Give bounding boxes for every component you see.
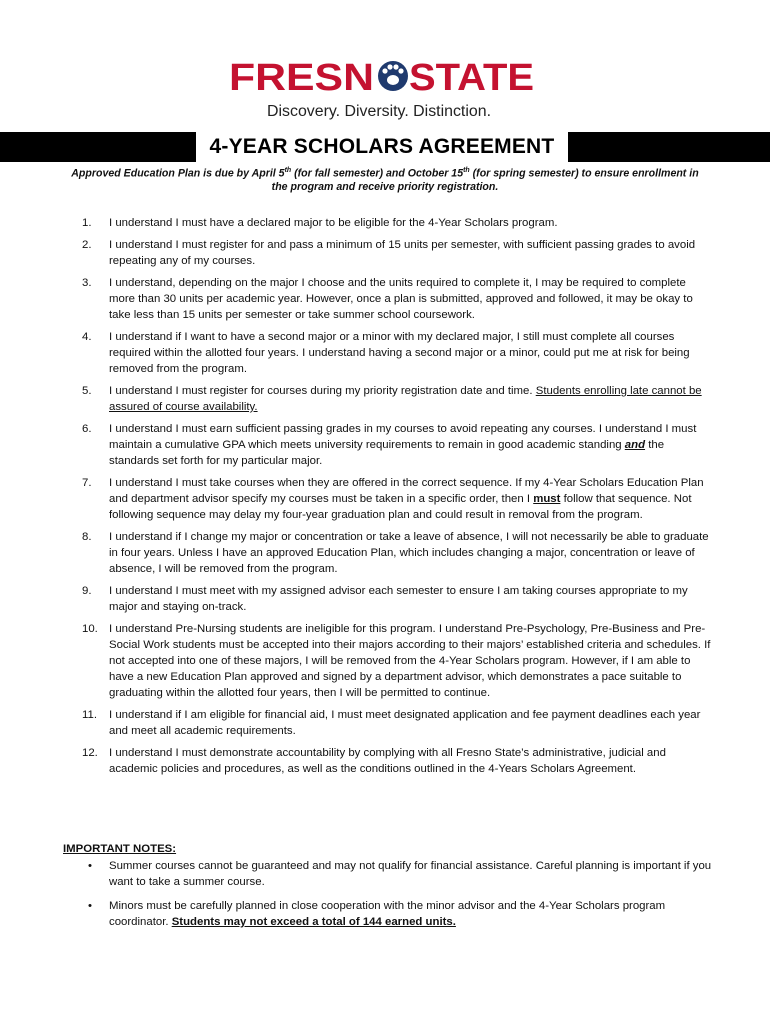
subtitle-sup-2: th [463, 167, 470, 174]
page-title: 4-YEAR SCHOLARS AGREEMENT [209, 135, 555, 158]
item-number: 1. [82, 217, 92, 229]
important-notes-heading: IMPORTANT NOTES: [63, 843, 177, 855]
item-text: I understand I must take courses when they are offered in the correct sequence. If my 4-Year Scholars Education Plan and department advisor specify my courses must be taken in a specific order, then I [109, 477, 704, 505]
note-item [82, 858, 712, 890]
subtitle [70, 164, 700, 195]
item-text: I understand I must meet with my assigned advisor each semester to ensure I am taking courses appropriate to my major and staying on-track. [109, 585, 688, 613]
subtitle-sup-1: th [284, 167, 292, 174]
list-item [82, 745, 712, 777]
item-number: 2. [82, 239, 92, 251]
important-notes-list [82, 858, 712, 938]
item-number: 5. [82, 385, 92, 397]
note-text: Summer courses cannot be guaranteed and may not qualify for financial assistance. Careful planning is important if you want to take a summer course. [109, 860, 712, 888]
note-emphasis: Students may not exceed a total of 144 earned units. [171, 916, 456, 928]
item-underlined-text: Students enrolling late cannot be assured of course availability. [109, 385, 702, 413]
item-text: I understand I must demonstrate accountability by complying with all Fresno State’s administrative, judicial and academic policies and procedures, as well as the conditions outlined in the 4-Years Scholars Agreement. [109, 747, 666, 775]
list-item [82, 621, 712, 701]
subtitle-text-2: (for fall semester) and October 15 [291, 167, 464, 180]
item-number: 12. [82, 747, 98, 759]
bullet-icon: • [88, 860, 92, 872]
logo-tagline: Discovery. Diversity. Distinction. [267, 103, 491, 120]
list-item [82, 383, 712, 415]
title-band [0, 132, 770, 162]
list-item [82, 707, 712, 739]
item-number: 9. [82, 585, 92, 597]
item-text: I understand I must register for courses during my priority registration date and time. [109, 385, 536, 397]
item-text: I understand Pre-Nursing students are ineligible for this program. I understand Pre-Psychology, Pre-Business and Pre-Social Work students must be accepted into their majors according to their majors’ established criteria and schedules. If not accepted into one of these majors, I will be removed from the 4-Year Scholars program. However, if I am able to have a new Education Plan approved and signed by a department advisor, which demonstrates a pace suitable to graduating within the allotted four years, then I will be permitted to continue. [109, 623, 711, 699]
item-emphasis: must [533, 493, 561, 505]
wordmark-right: STATE [409, 57, 534, 99]
item-text: follow that sequence. Not following sequence may delay my four-year graduation plan and could result in removal from the program. [109, 493, 692, 521]
title-box [196, 132, 568, 162]
list-item [82, 329, 712, 377]
wordmark-left: FRESN [229, 57, 374, 99]
item-text: I understand I must have a declared major to be eligible for the 4-Year Scholars program. [109, 217, 558, 229]
list-item [82, 421, 712, 469]
list-item [82, 237, 712, 269]
item-text: the standards set forth for my particular major. [109, 439, 665, 467]
list-item [82, 529, 712, 577]
bullet-icon: • [88, 900, 92, 912]
agreement-list [82, 215, 712, 783]
item-text: I understand if I change my major or concentration or take a leave of absence, I will not necessarily be able to graduate in four years. Unless I have an approved Education Plan, which includes changing a major, concentration or leave of absence, I will be removed from the program. [109, 531, 709, 575]
item-number: 3. [82, 277, 92, 289]
item-number: 10. [82, 623, 98, 635]
list-item [82, 215, 712, 231]
item-number: 11. [82, 709, 97, 721]
item-text: I understand I must earn sufficient passing grades in my courses to avoid repeating any courses. I understand I must maintain a cumulative GPA which meets university requirements to remain in good academic standing [109, 423, 697, 451]
paw-print-icon [378, 61, 408, 91]
item-number: 7. [82, 477, 92, 489]
list-item [82, 275, 712, 323]
fresno-state-logo [229, 56, 534, 122]
item-number: 4. [82, 331, 92, 343]
item-number: 8. [82, 531, 92, 543]
item-text: I understand I must register for and pass a minimum of 15 units per semester, with sufficient passing grades to avoid repeating any of my courses. [109, 239, 696, 267]
item-text: I understand, depending on the major I choose and the units required to complete it, I may be required to complete more than 30 units per academic year. However, once a plan is submitted, approved and followed, it may be okay to take less than 15 units per semester or take summer school coursework. [109, 277, 693, 321]
item-number: 6. [82, 423, 92, 435]
note-item [82, 898, 712, 930]
subtitle-text-3: (for spring semester) to ensure enrollment in the program and receive priority registration. [271, 167, 699, 194]
subtitle-text-1: Approved Education Plan is due by April 5 [71, 167, 285, 180]
list-item [82, 475, 712, 523]
item-emphasis: and [624, 439, 646, 451]
list-item [82, 583, 712, 615]
note-text: Minors must be carefully planned in close cooperation with the minor advisor and the 4-Year Scholars program coordinator. [109, 900, 666, 928]
item-text: I understand if I am eligible for financial aid, I must meet designated application and fee payment deadlines each year and meet all academic requirements. [109, 709, 701, 737]
item-text: I understand if I want to have a second major or a minor with my declared major, I still must complete all courses required within the allotted four years. I understand having a second major or a minor, could put me at risk for being removed from the program. [109, 331, 690, 375]
